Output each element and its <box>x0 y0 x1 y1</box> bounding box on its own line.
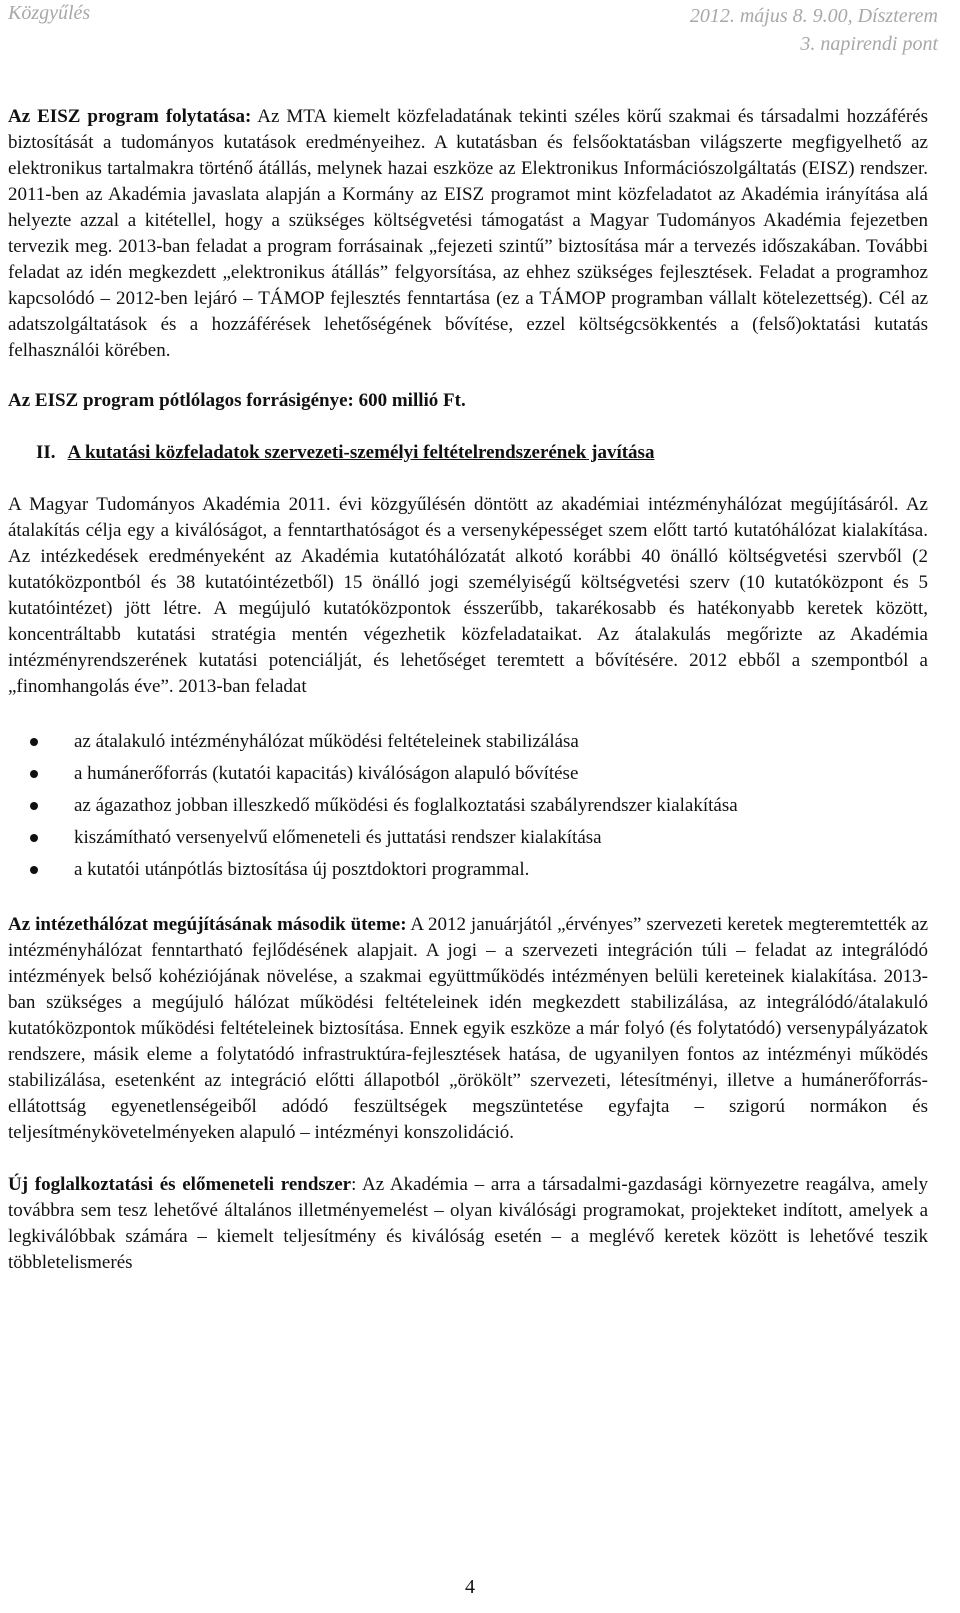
list-item: az átalakuló intézményhálózat működési feltételeinek stabilizálása <box>8 726 928 758</box>
list-item: a humánerőforrás (kutatói kapacitás) kiválóságon alapuló bővítése <box>8 758 928 790</box>
paragraph-lead-employment: Új foglalkoztatási és előmeneteli rendszer <box>8 1174 352 1195</box>
section-title: A kutatási közfeladatok szervezeti-személyi feltételrendszerének javítása <box>67 442 655 463</box>
paragraph-text-employment: : Az Akadémia – arra a társadalmi-gazdasági környezetre reagálva, amely továbbra sem tesz lehetővé általános illetményemelést – olyan kiválósági programokat, projekteket indított, amelyek a legkiválóbbak számára – kiemelt teljesítmény és kiválóság esetén – a meglévő keretek között is lehetővé teszik többletelismerés <box>8 1174 928 1273</box>
header-meeting-title: Közgyűlés <box>8 2 91 24</box>
header-date-block <box>690 2 938 58</box>
header-agenda-item: 3. napirendi pont <box>800 33 938 55</box>
paragraph-eisz-program <box>8 104 928 364</box>
paragraph-text-second-phase: A 2012 januárjától „érvényes” szervezeti keretek megteremtették az intézményhálózat fenntartható fejlődésének alapjait. A jogi – a szervezeti integráción túli – feladat az integrálódó intézmények belső kohéziójának növelése, a szakmai együttműködés intézményen belüli kereteinek kialakítása. 2013-ban szükséges a megújuló hálózat működési feltételeinek idén megkezdett stabilizálása, az integrálódó/átalakuló kutatóközpontok működési feltételeinek biztosítása. Ennek egyik eszköze a már folyó (és folytatódó) versenypályázatok rendszere, másik eleme a folytatódó infrastruktúra-fejlesztések hatása, de ugyanilyen fontos az intézményi működés stabilizálása, esetenként az integráció előtti állapotból „örökölt” szervezeti, létesítményi, illetve a humánerőforrás-ellátottság egyenetlenségeiből adódó feszültségek megszüntetése egyfajta – szigorú normákon és teljesítménykövetelményeken alapuló – intézményi konszolidáció. <box>8 914 928 1143</box>
paragraph-text-eisz: Az MTA kiemelt közfeladatának tekinti széles körű szakmai és társadalmi hozzáférés biztosítását a tudományos kutatások eredményeihez. A kutatásban és felsőoktatásban világszerte megfigyelhető az elektronikus tartalmakra történő átállás, melynek hazai eszköze az Elektronikus Információszolgáltatás (EISZ) rendszer. 2011-ben az Akadémia javaslata alapján a Kormány az EISZ programot mint közfeladatot az Akadémia irányítása alá helyezte azzal a kitétellel, hogy a szükséges költségvetési támogatást a Magyar Tudományos Akadémia fejezetben tervezik meg. 2013-ban feladat a program forrásainak „fejezeti szintű” biztosítása már a tervezés időszakában. További feladat az idén megkezdett „elektronikus átállás” felgyorsítása, az ehhez szükséges fejlesztések. Feladat a programhoz kapcsolódó – 2012-ben lejáró – TÁMOP fejlesztés fenntartása (ez a TÁMOP programban vállalt kötelezettség). Cél az adatszolgáltatások és a hozzáférések lehetőségének bővítése, ezzel költségcsökkentés a (felső)oktatási kutatás felhasználói körében. <box>8 106 928 361</box>
paragraph-lead-second-phase: Az intézethálózat megújításának második üteme: <box>8 914 407 935</box>
section-heading-ii <box>8 440 928 466</box>
document-body <box>8 104 928 1276</box>
header-date-venue: 2012. május 8. 9.00, Díszterem <box>689 5 938 27</box>
task-bullet-list <box>8 726 928 886</box>
list-item: a kutatói utánpótlás biztosítása új posztdoktori programmal. <box>8 854 928 886</box>
paragraph-network-renewal: A Magyar Tudományos Akadémia 2011. évi közgyűlésén döntött az akadémiai intézményhálózat megújításáról. Az átalakítás célja egy a kiválóságot, a fenntarthatóságot és a versenyképességet szem előtt tartó kutatóhálózat kialakítása. Az intézkedések eredményeként az Akadémia kutatóhálózatát alkotó korábbi 40 önálló költségvetési szervből (2 kutatóközpontból és 38 kutatóintézetből) 15 önálló jogi személyiségű költségvetési szerv (10 kutatóközpont és 5 kutatóintézet) jött létre. A megújuló kutatóközpontok ésszerűbb, takarékosabb és hatékonyabb keretek között, koncentráltabb kutatási stratégia mentén végezhetik közfeladataikat. Az átalakulás megőrizte az Akadémia intézményrendszerének kutatási potenciálját, és lehetőséget teremtett a bővítésére. 2012 ebből a szempontból a „finomhangolás éve”. 2013-ban feladat <box>8 494 928 697</box>
paragraph-second-phase <box>8 912 928 1146</box>
list-item: kiszámítható versenyelvű előmeneteli és juttatási rendszer kialakítása <box>8 822 928 854</box>
paragraph-eisz-funding: Az EISZ program pótlólagos forrásigénye: 600 millió Ft. <box>8 390 466 411</box>
page-number: 4 <box>465 1576 475 1598</box>
list-item: az ágazathoz jobban illeszkedő működési és foglalkoztatási szabályrendszer kialakítása <box>8 790 928 822</box>
paragraph-employment-system <box>8 1172 928 1276</box>
paragraph-lead-eisz: Az EISZ program folytatása: <box>8 106 252 127</box>
section-number: II. <box>36 442 56 463</box>
